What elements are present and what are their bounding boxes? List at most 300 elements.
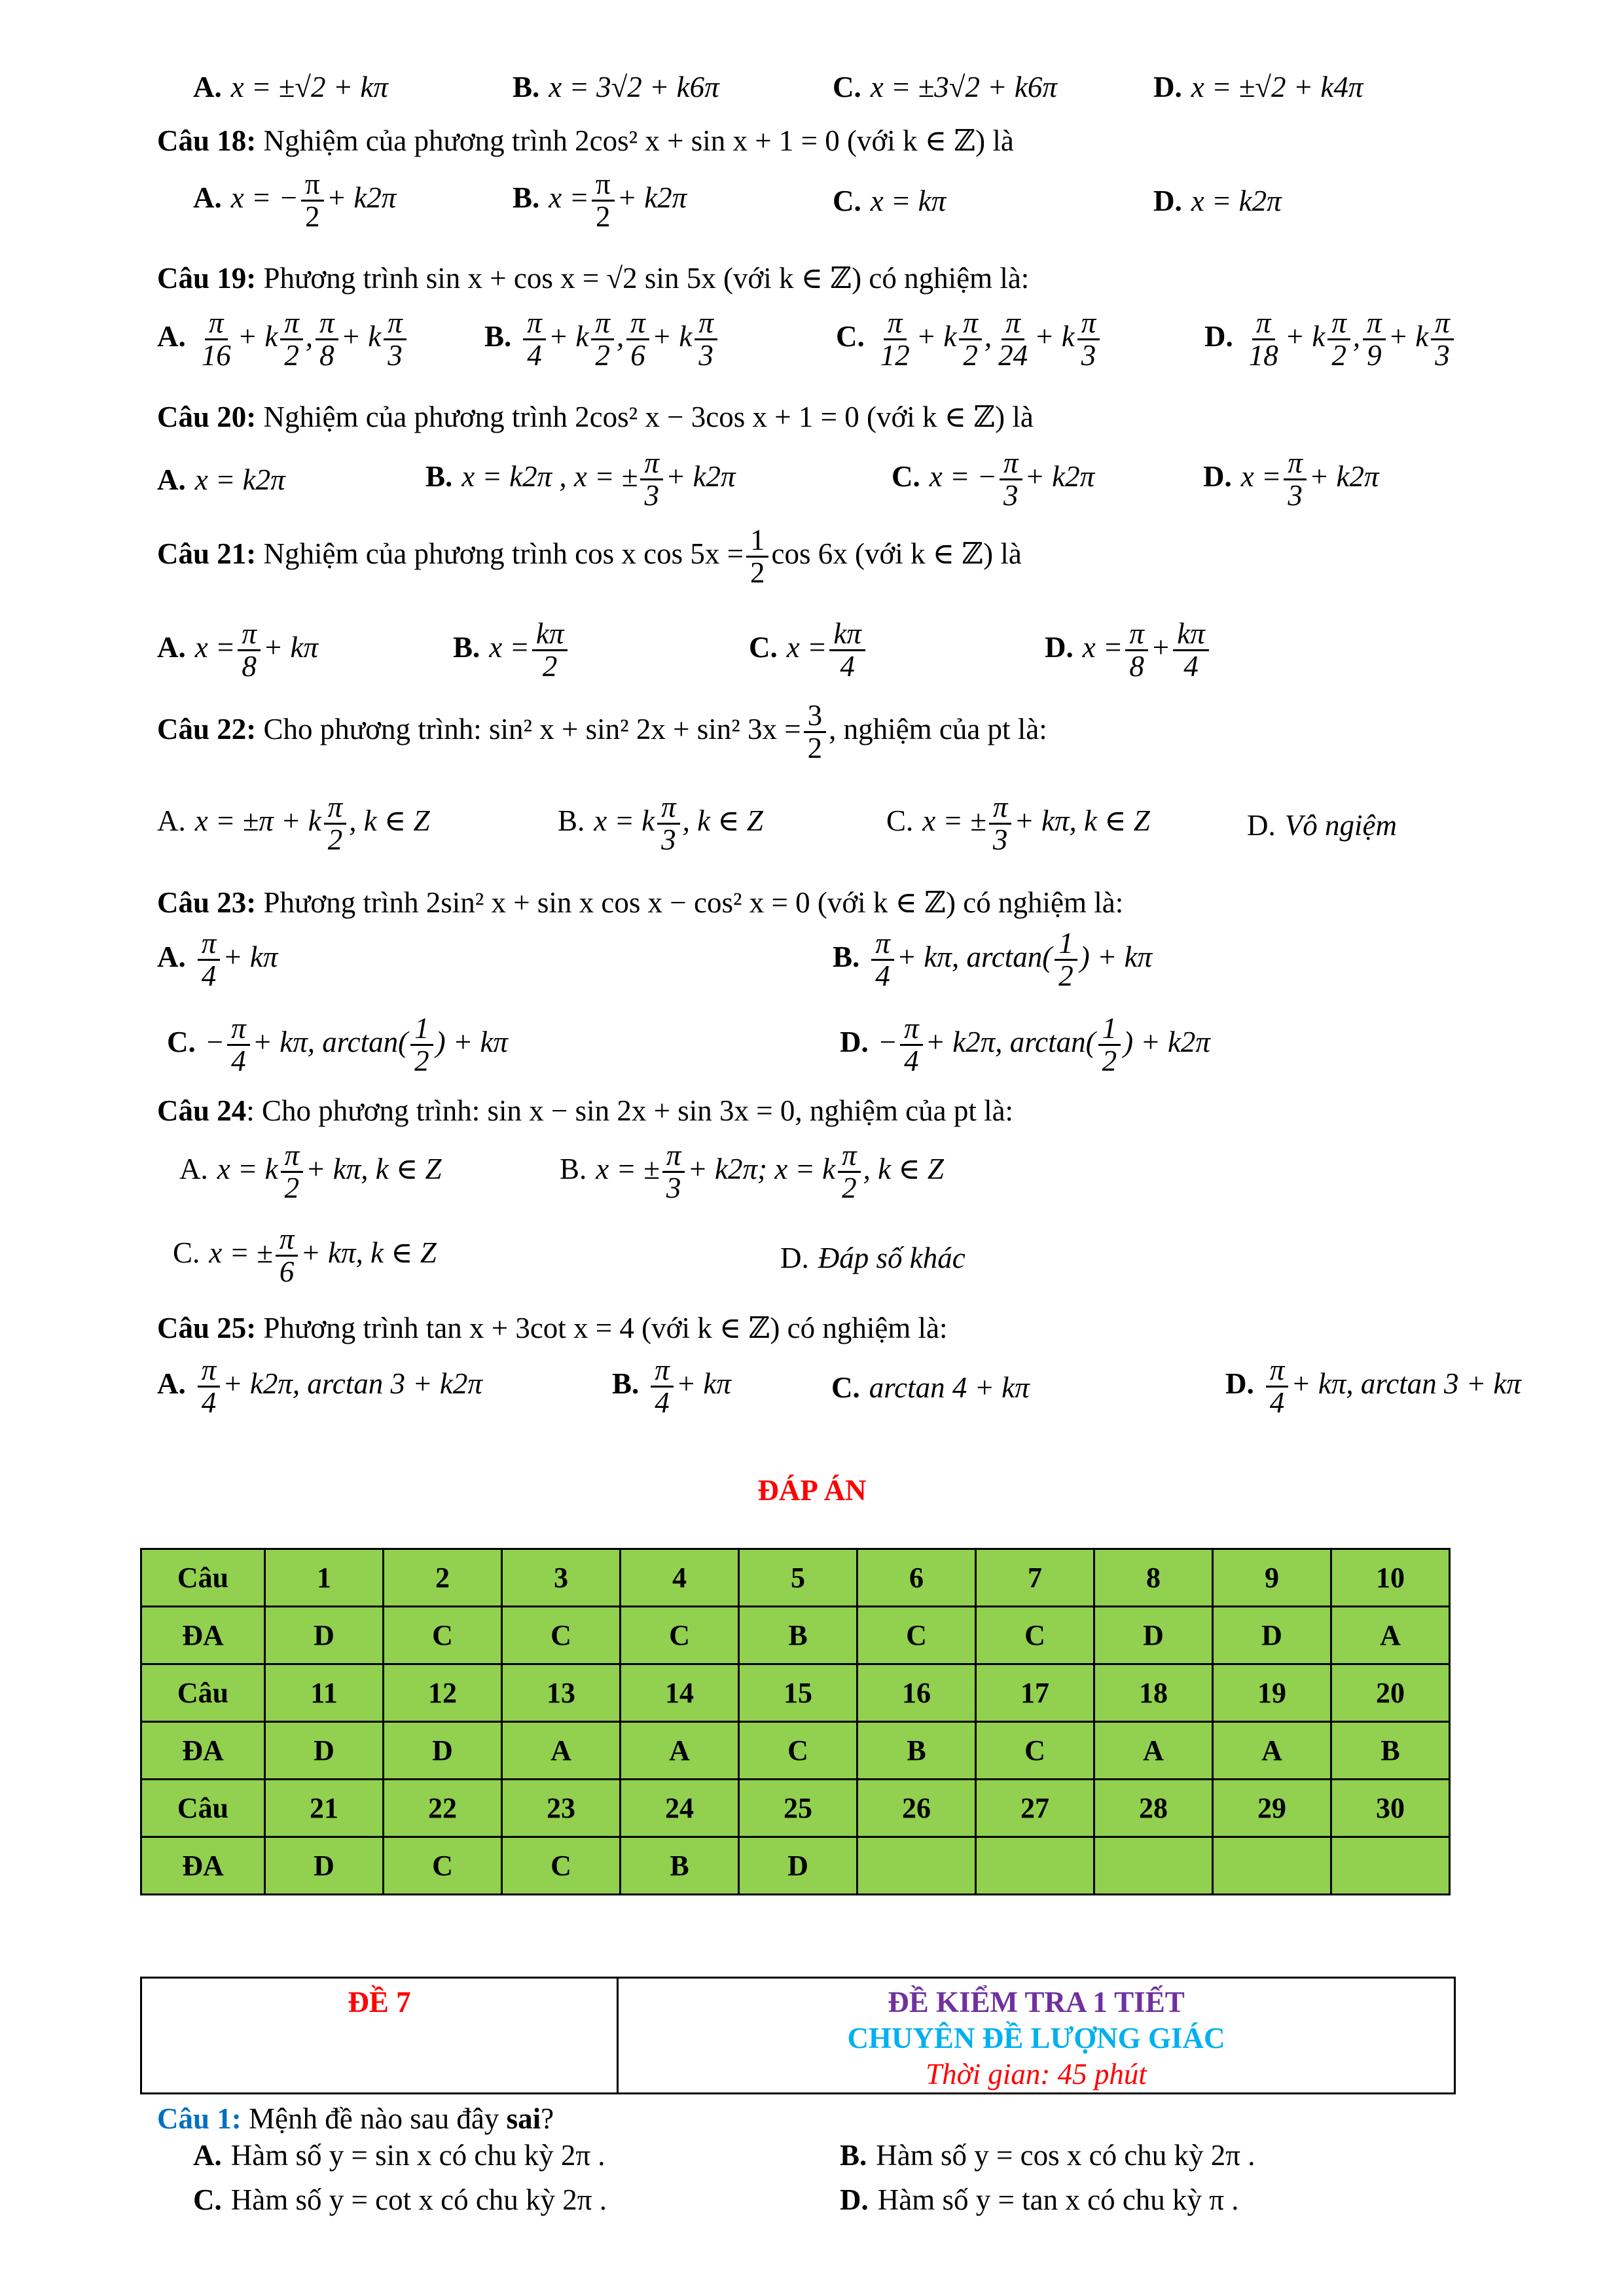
denominator: 2 — [595, 339, 610, 372]
denominator: 4 — [231, 1045, 246, 1078]
row-header-cell: ĐA — [141, 1837, 265, 1895]
numerator: 1 — [1055, 928, 1077, 961]
numerator: 1 — [746, 525, 769, 558]
option-text: , — [616, 320, 624, 353]
denominator: 8 — [242, 650, 257, 683]
denominator: 2 — [284, 339, 299, 372]
q19-option-b — [484, 308, 720, 372]
answer-cell: 3 — [502, 1549, 621, 1607]
numerator: π — [1077, 308, 1100, 340]
exam-title: ĐỀ KIỂM TRA 1 TIẾT — [888, 1986, 1185, 2018]
table-row — [141, 1837, 1450, 1895]
option-label: C. — [749, 631, 778, 664]
numerator: π — [1252, 308, 1275, 340]
numerator: π — [1431, 308, 1454, 340]
q25-option-c — [831, 1371, 1030, 1405]
numerator: π — [989, 792, 1012, 825]
fraction — [871, 928, 894, 992]
exam-time: Thời gian: 45 phút — [926, 2058, 1147, 2090]
question-text: Nghiệm của phương trình 2cos² x − 3cos x + 1 = 0 (với k ∈ ℤ) là — [263, 401, 1034, 433]
denominator: 8 — [1129, 650, 1144, 683]
fraction — [900, 1013, 923, 1077]
answer-cell: B — [621, 1837, 739, 1895]
question-text: Phương trình 2sin² x + sin x cos x − cos² x = 0 (với k ∈ ℤ) có nghiệm là: — [263, 886, 1124, 919]
q19-option-d — [1204, 308, 1456, 372]
option-text: x = — [489, 631, 530, 664]
numerator: π — [838, 1140, 861, 1173]
option-text: , — [1352, 320, 1361, 353]
question-text: Mệnh đề nào sau đây — [249, 2102, 499, 2135]
q24-option-a — [179, 1140, 442, 1204]
question-emphasis: sai — [506, 2102, 541, 2135]
q25-option-b — [612, 1355, 731, 1419]
option-text: x = — [549, 181, 589, 215]
numerator: kπ — [1173, 619, 1209, 651]
option-text: x = k — [594, 804, 655, 838]
option-label: D. — [1225, 1367, 1254, 1401]
denominator: 8 — [319, 339, 334, 372]
option-label: B. — [484, 320, 512, 353]
option-label: A. — [193, 181, 222, 215]
numerator: π — [662, 1140, 685, 1173]
exam-header-box — [140, 1977, 1456, 2094]
q18-option-c — [833, 185, 946, 219]
option-label: C. — [886, 804, 914, 838]
fraction — [324, 792, 347, 856]
q17-option-d — [1153, 71, 1363, 105]
numerator: kπ — [829, 619, 865, 651]
option-text: x = ± — [209, 1236, 273, 1270]
answer-cell: C — [384, 1837, 502, 1895]
fraction — [1173, 619, 1209, 683]
fraction — [238, 619, 261, 683]
q21-option-b — [453, 619, 570, 683]
fraction — [532, 619, 568, 683]
numerator: π — [592, 169, 615, 202]
question-text: Nghiệm của phương trình 2cos² x + sin x + 1 = 0 (với k ∈ ℤ) là — [263, 124, 1014, 157]
answer-cell: A — [1331, 1607, 1450, 1664]
question-number: Câu 21: — [157, 537, 257, 571]
answer-cell: 30 — [1331, 1780, 1450, 1837]
option-label: B. — [558, 804, 585, 838]
denominator: 4 — [1269, 1386, 1285, 1420]
denominator: 4 — [201, 960, 217, 993]
answer-cell: 1 — [265, 1549, 384, 1607]
answer-cell: D — [384, 1722, 502, 1780]
fraction — [198, 928, 221, 992]
q22-option-a — [157, 792, 430, 856]
table-row — [141, 1549, 1450, 1607]
question-text: cos 6x (với k ∈ ℤ) là — [771, 537, 1022, 571]
question-text: Nghiệm của phương trình cos x cos 5x = — [263, 537, 744, 571]
option-label: B. — [453, 631, 480, 664]
answer-cell: 27 — [976, 1780, 1094, 1837]
option-text: + kπ — [676, 1367, 731, 1401]
answer-cell: 26 — [857, 1780, 976, 1837]
answer-cell — [857, 1837, 976, 1895]
option-label: C. — [193, 2183, 222, 2216]
option-text: + k2π; x = k — [687, 1153, 836, 1186]
numerator: π — [205, 308, 228, 340]
option-text: x = − — [929, 460, 997, 493]
numerator: π — [626, 308, 649, 340]
answer-cell: 16 — [857, 1664, 976, 1722]
option-text: x = — [1082, 631, 1123, 664]
question-22 — [157, 700, 1047, 764]
option-text: x = k2π , x = ± — [461, 460, 638, 493]
fraction — [746, 525, 769, 589]
answer-cell: 25 — [739, 1780, 857, 1837]
answer-cell: 10 — [1331, 1549, 1450, 1607]
numerator: π — [1327, 308, 1350, 340]
q18-option-d — [1153, 185, 1282, 219]
numerator: 3 — [804, 700, 827, 733]
fraction — [1125, 619, 1148, 683]
option-label: D. — [1204, 320, 1233, 353]
answer-cell: 4 — [621, 1549, 739, 1607]
denominator: 4 — [840, 650, 855, 683]
numerator: 1 — [410, 1013, 433, 1046]
q20-option-d — [1203, 448, 1379, 512]
option-label: C. — [831, 1371, 860, 1404]
option-label: B. — [612, 1367, 640, 1401]
answer-cell: A — [1094, 1722, 1213, 1780]
q21-option-c — [749, 619, 868, 683]
denominator: 12 — [880, 339, 910, 372]
option-text: + k2π — [665, 460, 736, 493]
option-label: D. — [1045, 631, 1074, 664]
option-label: C. — [167, 1026, 196, 1059]
q25-option-d — [1225, 1355, 1521, 1419]
q22-option-d — [1247, 809, 1397, 843]
option-label: B. — [560, 1153, 587, 1186]
option-label: D. — [840, 1026, 869, 1059]
denominator: 24 — [998, 339, 1028, 372]
denominator: 4 — [527, 339, 542, 372]
fraction — [1266, 1355, 1289, 1419]
q23-option-a — [157, 928, 278, 992]
option-text: , k ∈ Z — [863, 1153, 944, 1186]
answer-cell: 15 — [739, 1664, 857, 1722]
option-label: A. — [157, 320, 186, 353]
answer-title: ĐÁP ÁN — [757, 1474, 867, 1507]
option-text: arctan 4 + kπ — [869, 1371, 1030, 1404]
option-text: + kπ, arctan 3 + kπ — [1291, 1367, 1521, 1401]
option-text: + kπ, k ∈ Z — [306, 1153, 442, 1186]
numerator: π — [198, 928, 221, 961]
q18-option-b — [513, 169, 687, 233]
option-label: D. — [840, 2183, 869, 2216]
option-text: + kπ — [262, 631, 319, 664]
fraction — [626, 308, 649, 372]
q25-option-a — [157, 1355, 482, 1419]
option-text: ) + kπ — [1079, 941, 1153, 974]
answer-cell: 2 — [384, 1549, 502, 1607]
answer-cell: D — [265, 1722, 384, 1780]
option-text: , k ∈ Z — [349, 804, 430, 838]
denominator: 2 — [305, 200, 320, 234]
answer-cell: C — [384, 1607, 502, 1664]
numerator: π — [871, 928, 894, 961]
option-label: A. — [193, 71, 222, 103]
answer-cell: 21 — [265, 1780, 384, 1837]
option-text: + k2π — [1308, 460, 1379, 493]
option-text: + k — [237, 320, 278, 353]
q20-option-b — [425, 448, 736, 512]
question-24 — [157, 1094, 1013, 1128]
option-text: x = — [194, 631, 236, 664]
option-label: B. — [425, 460, 453, 493]
answer-cell: C — [502, 1607, 621, 1664]
denominator: 4 — [904, 1045, 919, 1078]
denominator: 2 — [807, 732, 823, 765]
q22-option-c — [886, 792, 1150, 856]
fraction — [804, 700, 827, 764]
option-text: + k2π — [617, 181, 687, 215]
question-text: Cho phương trình: sin² x + sin² 2x + sin² 3x = — [263, 713, 801, 746]
option-text: + kπ, arctan( — [252, 1026, 408, 1059]
option-label: D. — [780, 1242, 809, 1274]
option-text: x = k2π — [194, 463, 285, 496]
answer-cell: C — [976, 1722, 1094, 1780]
denominator: 3 — [1003, 479, 1019, 512]
fraction — [280, 308, 303, 372]
option-text: + kπ, k ∈ Z — [1014, 804, 1150, 838]
answer-cell: B — [1331, 1722, 1450, 1780]
row-header-cell: ĐA — [141, 1607, 265, 1664]
denominator: 3 — [388, 339, 403, 372]
fraction — [989, 792, 1012, 856]
fraction — [1000, 448, 1022, 512]
exam-code: ĐỀ 7 — [348, 1986, 411, 2018]
denominator: 4 — [1183, 650, 1199, 683]
fraction — [1077, 308, 1100, 372]
fraction — [695, 308, 717, 372]
numerator: π — [640, 448, 663, 480]
question-number: Câu 24 — [157, 1094, 247, 1127]
fraction — [523, 308, 546, 372]
answer-cell: B — [857, 1722, 976, 1780]
denominator: 3 — [1081, 339, 1096, 372]
q1-option-a — [193, 2139, 605, 2173]
q1-option-d — [840, 2183, 1239, 2217]
question-1 — [157, 2102, 554, 2136]
fraction — [838, 1140, 861, 1204]
answer-cell: 5 — [739, 1549, 857, 1607]
question-19 — [157, 262, 1029, 296]
q19-option-c — [836, 308, 1102, 372]
exam-topic: CHUYÊN ĐỀ LƯỢNG GIÁC — [847, 2022, 1225, 2054]
fraction — [1098, 1013, 1121, 1077]
fraction — [410, 1013, 433, 1077]
denominator: 3 — [661, 823, 676, 857]
question-25 — [157, 1312, 948, 1346]
question-number: Câu 22: — [157, 713, 257, 746]
q20-option-a — [157, 463, 285, 497]
option-text: + kπ — [223, 941, 278, 974]
numerator: π — [281, 1140, 304, 1173]
denominator: 3 — [1435, 339, 1450, 372]
fraction — [198, 308, 235, 372]
denominator: 2 — [1102, 1045, 1117, 1078]
option-text: + — [1150, 631, 1171, 664]
option-label: A. — [157, 463, 186, 496]
option-text: x = ± — [596, 1153, 660, 1186]
fraction — [592, 169, 615, 233]
option-text: Đáp số khác — [818, 1242, 965, 1274]
option-text: Hàm số y = sin x có chu kỳ 2π . — [230, 2139, 605, 2172]
fraction — [959, 308, 982, 372]
option-text: x = − — [230, 181, 298, 215]
option-text: + kπ, k ∈ Z — [300, 1236, 437, 1270]
numerator: π — [884, 308, 907, 340]
numerator: π — [198, 1355, 221, 1388]
denominator: 2 — [284, 1172, 300, 1205]
option-text: − — [204, 1026, 225, 1059]
option-label: D. — [1153, 71, 1182, 103]
numerator: π — [1125, 619, 1148, 651]
option-text: , — [984, 320, 992, 353]
fraction — [994, 308, 1032, 372]
numerator: 1 — [1098, 1013, 1121, 1046]
option-text: + k — [548, 320, 589, 353]
answer-cell: B — [739, 1607, 857, 1664]
option-label: D. — [1247, 809, 1276, 842]
q18-option-a — [193, 169, 396, 233]
option-text: , — [305, 320, 314, 353]
option-text: x = ±√2 + k4π — [1191, 71, 1363, 103]
q19-option-a — [157, 308, 409, 372]
row-header-cell: Câu — [141, 1664, 265, 1722]
numerator: π — [1363, 308, 1386, 340]
option-text: + k2π, arctan( — [925, 1026, 1096, 1059]
numerator: π — [238, 619, 261, 651]
table-row — [141, 1664, 1450, 1722]
option-label: D. — [1153, 185, 1182, 217]
answer-cell: C — [739, 1722, 857, 1780]
numerator: π — [591, 308, 614, 340]
option-text: x = ± — [922, 804, 986, 838]
option-label: D. — [1203, 460, 1232, 493]
q1-option-b — [840, 2139, 1255, 2173]
answer-cell: 23 — [502, 1780, 621, 1837]
answer-cell — [1094, 1837, 1213, 1895]
fraction — [276, 1224, 298, 1288]
q23-option-d — [840, 1013, 1210, 1077]
q21-option-a — [157, 619, 318, 683]
fraction — [1363, 308, 1386, 372]
option-text: x = k2π — [1191, 185, 1282, 217]
denominator: 3 — [992, 823, 1008, 857]
row-header-cell: ĐA — [141, 1722, 265, 1780]
q24-option-c — [173, 1224, 437, 1288]
answer-table — [140, 1548, 1451, 1895]
q20-option-c — [892, 448, 1094, 512]
denominator: 6 — [279, 1255, 295, 1289]
numerator: π — [1000, 448, 1022, 480]
option-text: + k — [651, 320, 693, 353]
question-text: ? — [541, 2102, 554, 2135]
option-label: A. — [157, 941, 186, 974]
option-text: x = — [1240, 460, 1282, 493]
answer-cell: 8 — [1094, 1549, 1213, 1607]
option-text: ) + k2π — [1123, 1026, 1210, 1059]
question-number: Câu 25: — [157, 1312, 257, 1344]
denominator: 4 — [201, 1386, 217, 1420]
numerator: π — [651, 1355, 674, 1388]
answer-cell: A — [502, 1722, 621, 1780]
option-text: + k — [916, 320, 957, 353]
option-text: + k — [1034, 320, 1075, 353]
question-number: Câu 1: — [157, 2102, 242, 2135]
numerator: π — [1001, 308, 1024, 340]
option-text: , k ∈ Z — [682, 804, 763, 838]
fraction — [591, 308, 614, 372]
denominator: 3 — [644, 479, 659, 512]
option-text: x = kπ — [870, 185, 947, 217]
answer-cell: 19 — [1213, 1664, 1331, 1722]
answer-cell: 18 — [1094, 1664, 1213, 1722]
q1-option-c — [193, 2183, 607, 2217]
denominator: 16 — [201, 339, 231, 372]
numerator: π — [959, 308, 982, 340]
denominator: 18 — [1248, 339, 1278, 372]
option-text: x = ±√2 + kπ — [230, 71, 388, 103]
fraction — [1284, 448, 1307, 512]
option-label: C. — [833, 185, 861, 217]
option-label: B. — [513, 181, 540, 215]
q17-option-c — [833, 71, 1057, 105]
denominator: 6 — [630, 339, 645, 372]
option-text: + k — [340, 320, 382, 353]
answer-cell — [1331, 1837, 1450, 1895]
denominator: 2 — [842, 1172, 857, 1205]
fraction — [227, 1013, 250, 1077]
denominator: 2 — [1058, 960, 1074, 993]
q23-option-b — [833, 928, 1152, 992]
fraction — [316, 308, 338, 372]
question-number: Câu 20: — [157, 401, 257, 433]
answer-cell — [1213, 1837, 1331, 1895]
q24-option-b — [560, 1140, 944, 1204]
answer-cell: 22 — [384, 1780, 502, 1837]
denominator: 2 — [414, 1045, 429, 1078]
numerator: π — [301, 169, 324, 202]
fraction — [301, 169, 324, 233]
answer-cell: 24 — [621, 1780, 739, 1837]
answer-cell: 17 — [976, 1664, 1094, 1722]
q17-option-a — [193, 71, 388, 105]
fraction — [198, 1355, 221, 1419]
option-label: B. — [513, 71, 540, 103]
option-text: Hàm số y = cot x có chu kỳ 2π . — [230, 2183, 607, 2216]
question-18 — [157, 124, 1014, 158]
q17-option-b — [513, 71, 719, 105]
fraction — [1431, 308, 1454, 372]
option-label: C. — [173, 1236, 200, 1270]
denominator: 3 — [698, 339, 713, 372]
question-text: , nghiệm của pt là: — [829, 713, 1047, 746]
option-text: − — [877, 1026, 898, 1059]
option-text: x = — [786, 631, 827, 664]
table-row — [141, 1780, 1450, 1837]
answer-cell: 28 — [1094, 1780, 1213, 1837]
denominator: 4 — [875, 960, 890, 993]
denominator: 2 — [595, 200, 611, 234]
numerator: π — [316, 308, 338, 340]
answer-cell: 12 — [384, 1664, 502, 1722]
fraction — [1245, 308, 1282, 372]
